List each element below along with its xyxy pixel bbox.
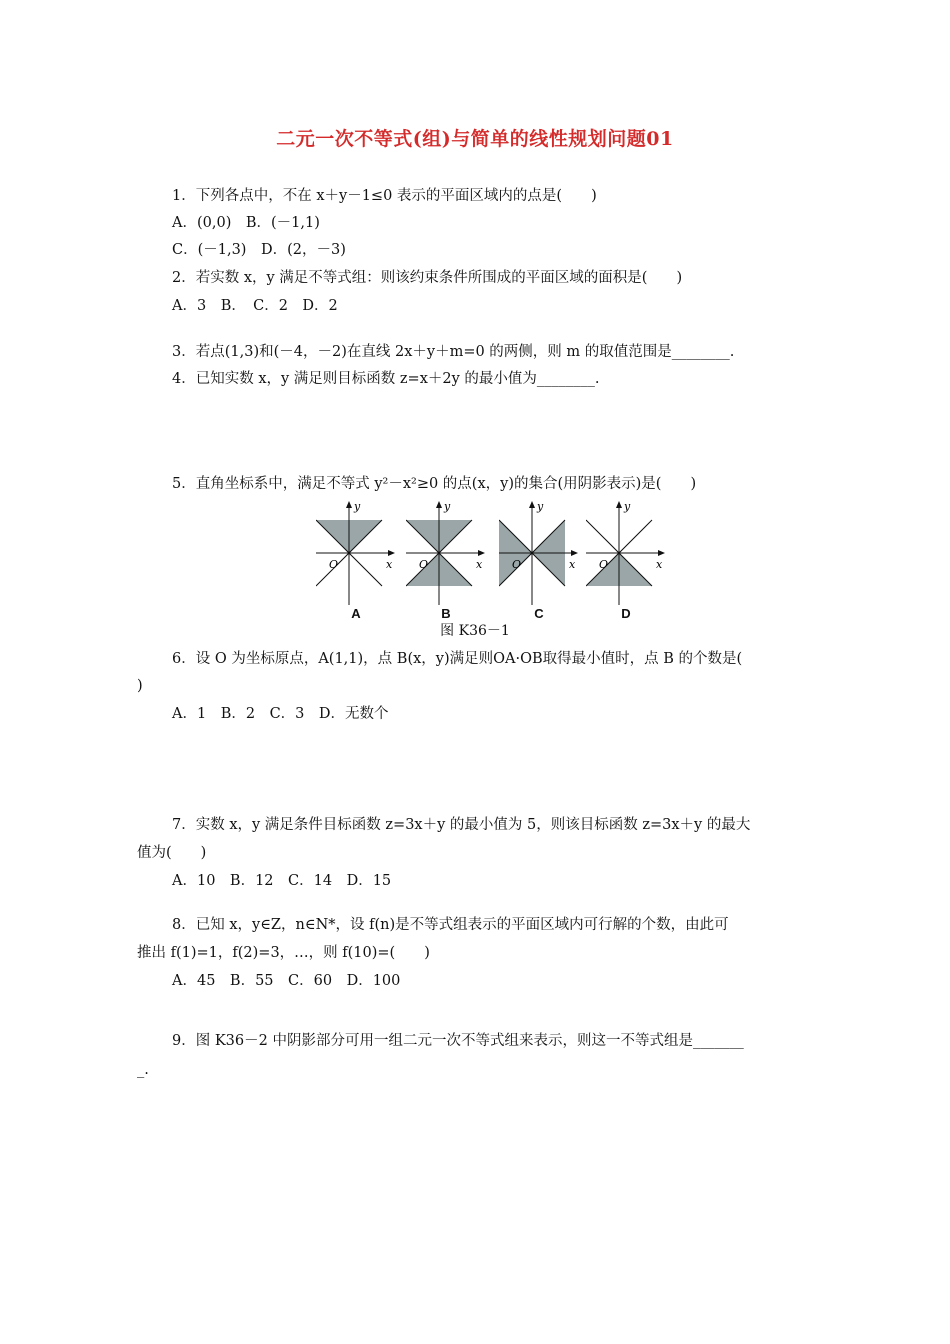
svg-text:y: y [354, 500, 361, 513]
q6-stem: 6．设 O 为坐标原点，A(1,1)，点 B(x，y)满足则OA·OB取得最小值时，点 B 的个数是( [172, 651, 743, 667]
svg-text:O: O [329, 558, 339, 571]
svg-text:x: x [476, 558, 483, 571]
q1-options-cd: C．(－1,3) D．(2，－3) [172, 242, 346, 258]
figure-caption: 图 K36－1 [440, 623, 510, 639]
q5-stem: 5．直角坐标系中，满足不等式 y²－x²≥0 的点(x，y)的集合(用阴影表示)是( ) [172, 476, 697, 492]
q7-stem: 7．实数 x，y 满足条件目标函数 z=3x＋y 的最小值为 5，则该目标函数 z=3x＋y 的最大 [172, 817, 751, 833]
q2-stem: 2．若实数 x，y 满足不等式组：则该约束条件所围成的平面区域的面积是( ) [172, 270, 683, 286]
svg-text:x: x [386, 558, 393, 571]
figure-k36-1 [316, 500, 666, 630]
figure-option-d [586, 500, 666, 622]
q1-options-ab: A．(0,0) B．(－1,1) [172, 215, 320, 231]
option-letter: A [351, 606, 361, 621]
q8-stem-cont: 推出 f(1)=1，f(2)=3，…，则 f(10)=( ) [137, 945, 430, 961]
svg-text:y: y [624, 500, 631, 513]
svg-text:O: O [419, 558, 429, 571]
q7-stem-cont: 值为( ) [137, 845, 207, 861]
figure-option-a [316, 500, 396, 622]
figure-option-c [499, 500, 579, 622]
q7-options: A．10 B．12 C．14 D．15 [172, 873, 392, 889]
q4-stem: 4．已知实数 x，y 满足则目标函数 z=x＋2y 的最小值为________. [172, 371, 600, 387]
option-letter: B [441, 606, 451, 621]
svg-text:x: x [569, 558, 576, 571]
q9-stem: 9．图 K36－2 中阴影部分可用一组二元一次不等式组来表示，则这一不等式组是_______ [172, 1033, 744, 1049]
q1-stem: 1．下列各点中，不在 x＋y－1≤0 表示的平面区域内的点是( ) [172, 188, 597, 204]
svg-text:y: y [537, 500, 544, 513]
q3-stem: 3．若点(1,3)和(－4，－2)在直线 2x＋y＋m=0 的两侧，则 m 的取值范围是________. [172, 344, 735, 360]
svg-text:O: O [599, 558, 609, 571]
q2-options: A．3 B． C．2 D．2 [172, 298, 338, 314]
option-letter: C [534, 606, 544, 621]
q8-options: A．45 B．55 C．60 D．100 [172, 973, 401, 989]
option-letter: D [621, 606, 631, 621]
svg-text:x: x [656, 558, 663, 571]
svg-text:y: y [444, 500, 451, 513]
q9-stem-cont: _. [137, 1062, 149, 1078]
page-title: 二元一次不等式(组)与简单的线性规划问题01 [276, 128, 674, 150]
svg-text:O: O [512, 558, 522, 571]
q6-options: A．1 B．2 C．3 D．无数个 [172, 706, 389, 722]
q6-stem-cont: ) [137, 678, 143, 694]
figure-option-b [406, 500, 486, 622]
q8-stem: 8．已知 x，y∈Z，n∈N*，设 f(n)是不等式组表示的平面区域内可行解的个数，由此可 [172, 917, 729, 933]
